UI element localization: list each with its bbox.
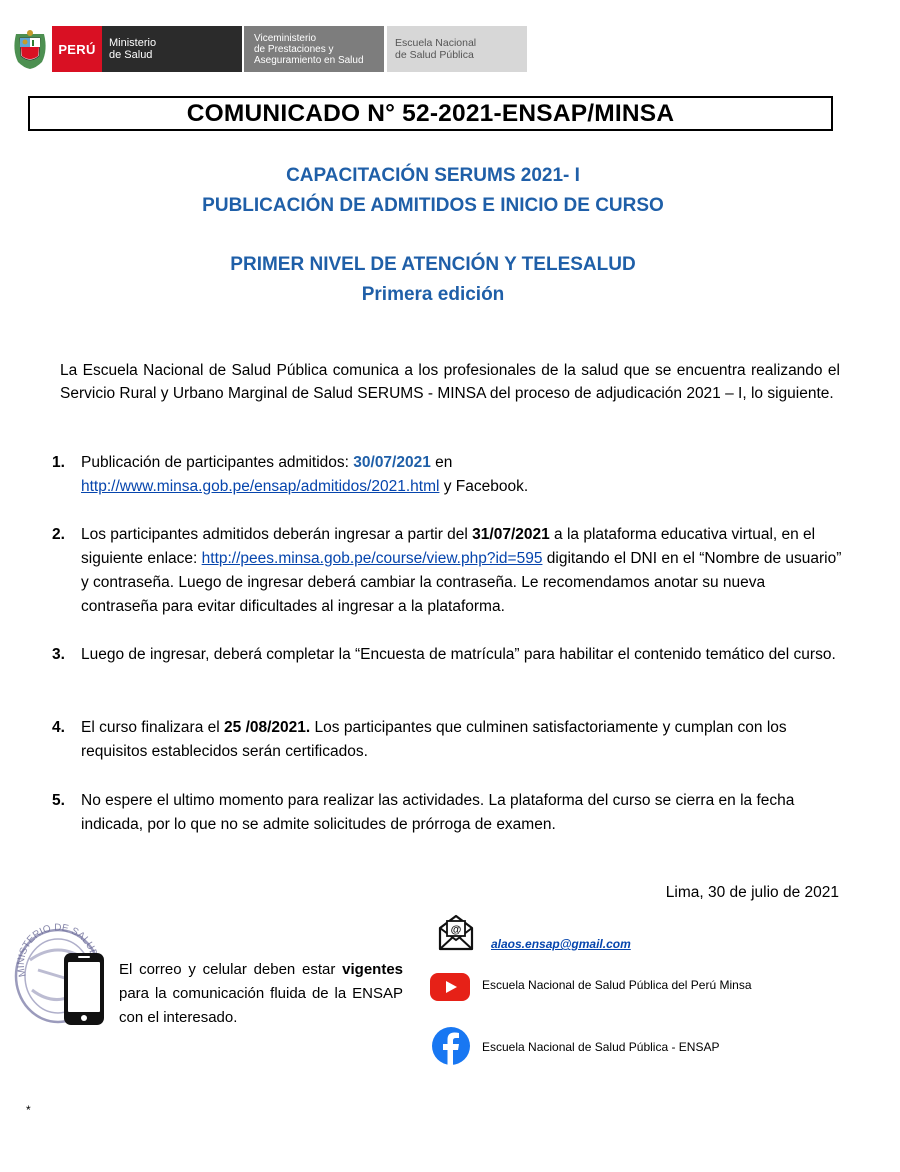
item-text: en [430,454,453,471]
heading-capacitacion: CAPACITACIÓN SERUMS 2021- I [286,165,580,186]
item-text: Los participantes que culminen satisfactoriamente y cumplan con los requisitos establecidos serán certificados. [81,719,787,760]
youtube-icon [429,972,471,1002]
email-link[interactable]: alaos.ensap@gmail.com [491,937,631,951]
admitidos-link[interactable]: http://www.minsa.gob.pe/ensap/admitidos/2021.html [81,478,440,495]
item-text: Publicación de participantes admitidos: [81,454,354,471]
list-item-3 [52,643,842,667]
item-number: 5. [52,792,65,809]
list-item-5 [52,789,842,837]
peru-coat-of-arms-logo [10,28,50,72]
list-item-1 [52,451,842,499]
email-envelope-icon [436,912,476,952]
mobile-phone-icon [63,952,105,1026]
item-text: Los participantes admitidos deberán ingresar a partir del [81,526,473,543]
item-number: 2. [52,526,65,543]
heading-edicion: Primera edición [361,284,505,305]
footnote-asterisk: * [26,1103,31,1117]
document-title: COMUNICADO N° 52-2021-ENSAP/MINSA [28,96,833,131]
facebook-icon [431,1026,471,1066]
item-number: 3. [52,646,65,663]
item-text: a la plataforma educativa virtual, en el siguiente enlace: [81,526,816,567]
peru-brand-label: PERÚ [52,26,102,72]
item-text: y Facebook. [439,478,529,495]
start-date: 31/07/2021 [472,526,550,543]
svg-text:MINISTERIO DE SALUD: MINISTERIO DE SALU [15,922,97,978]
item-number: 4. [52,719,65,736]
admitted-date: 30/07/2021 [353,454,431,471]
course-platform-link[interactable]: http://pees.minsa.gob.pe/course/view.php?id=595 [201,550,543,567]
date-line: Lima, 30 de julio de 2021 [665,884,839,901]
facebook-page-label: Escuela Nacional de Salud Pública - ENSAP [482,1040,720,1054]
item-number: 1. [52,454,65,471]
svg-text:@: @ [450,924,462,936]
escuela-nacional-label: Escuela Nacional de Salud Pública [387,26,527,72]
heading-primer-nivel: PRIMER NIVEL DE ATENCIÓN Y TELESALUD [230,254,636,275]
contact-note: El correo y celular deben estar vigentes para la comunicación fluida de la ENSAP con el interesado. [119,961,403,1026]
end-date: 25 /08/2021. [224,719,311,736]
intro-paragraph: La Escuela Nacional de Salud Pública comunica a los profesionales de la salud que se encuentra realizando el Servicio Rural y Urbano Marginal de Salud SERUMS - MINSA del proceso de adjudicación 2021 – I, lo siguiente. [60,362,840,402]
item-text: digitando el DNI en el “Nombre de usuario” y contraseña. Luego de ingresar deberá cambiar la contraseña. Le recomendamos anotar su nueva contraseña para evitar dificultades al ingresar a la plataforma. [81,550,842,615]
item-text: Luego de ingresar, deberá completar la “Encuesta de matrícula” para habilitar el contenido temático del curso. [81,646,836,663]
youtube-channel-label: Escuela Nacional de Salud Pública del Perú Minsa [482,978,752,992]
item-text: No espere el ultimo momento para realizar las actividades. La plataforma del curso se cierra en la fecha indicada, por lo que no se admite solicitudes de prórroga de examen. [81,792,795,833]
list-item-2 [52,523,842,619]
viceministerio-label: Viceministerio de Prestaciones y Aseguramiento en Salud [244,26,384,72]
list-item-4 [52,716,842,764]
item-text: El curso finalizara el [81,719,225,736]
heading-publicacion: PUBLICACIÓN DE ADMITIDOS E INICIO DE CURSO [202,195,664,216]
ministerio-de-salud-label: Ministerio de Salud [102,26,242,72]
